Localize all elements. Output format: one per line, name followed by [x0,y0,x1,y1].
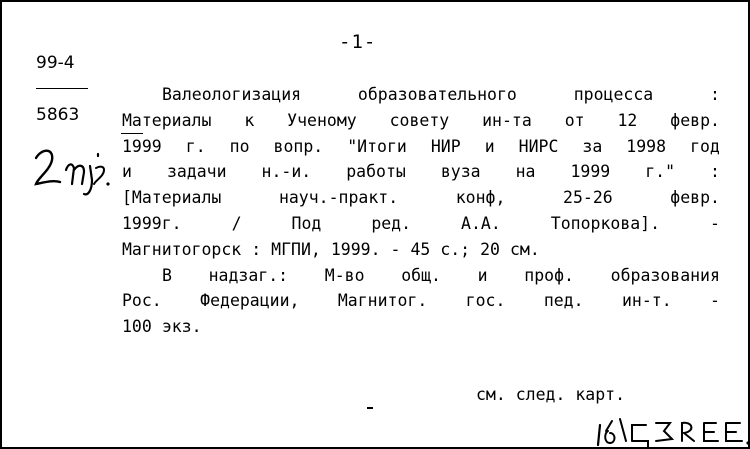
text-word: Федерации, [200,291,300,311]
text-word: надзаг.: [208,265,289,285]
text-word: г. [185,136,206,156]
page-number: -1- [339,31,377,53]
text-line [122,314,720,340]
text-word: / [231,213,242,233]
text-word: [Материалы [122,188,222,208]
text-word: В [162,265,172,285]
text-word: февр. [670,110,720,130]
text-word: н.-и. [261,162,312,182]
text-line [122,237,720,263]
text-word: Рос. [122,291,162,311]
text-word: Валеологизация [162,85,302,104]
text-word: г." [645,162,676,182]
text-line [122,82,720,108]
text-word: и [122,162,132,182]
text-word: : [251,239,262,259]
text-word: см. [510,239,540,259]
text-line [122,185,720,211]
text-word: 12 [617,110,638,130]
text-word: за [582,136,603,156]
text-word: МГПИ, [271,239,321,259]
text-word: Магнитог. [337,291,428,311]
text-word: 25-26 [563,188,613,208]
text-word: проф. [524,265,574,285]
text-word: - [710,291,720,311]
text-word: 1999 [570,162,611,182]
text-line [122,263,720,289]
text-word: гос. [465,291,506,311]
text-word: на [515,162,536,182]
shelf-mark: 99-4 [36,53,75,73]
text-word: - [710,213,720,233]
text-word: экз. [161,317,202,337]
text-word: Под [291,213,322,233]
handwritten-note-right [592,411,750,449]
text-word: вуза [440,162,481,182]
text-word: работы [346,162,406,182]
text-word: вопр. [273,136,324,156]
text-line [122,288,720,314]
inventory-number: 5863 [36,105,80,125]
see-next-card: см. след. карт. [476,385,626,404]
text-word: процесса [573,85,654,104]
text-word: и [477,265,488,285]
text-word: совету [389,110,450,130]
text-word: год [690,136,720,156]
text-word: - [390,239,401,259]
text-word: задачи [166,162,227,182]
text-word: "Итоги [347,136,407,156]
text-word: 1999 [122,136,162,156]
text-word: 45 [410,239,431,259]
text-word: пед. [543,291,584,311]
text-word: Материалы [122,110,212,130]
text-word: Топоркова]. [550,213,661,233]
text-word: Магнитогорск [122,239,242,259]
text-word: с.; [440,239,471,259]
text-word: НИРС [518,136,559,156]
text-word: 1999. [330,239,381,259]
text-word: образования [610,265,720,285]
text-word: и [484,136,495,156]
text-word: февр. [670,188,720,208]
text-word: : [710,85,720,104]
text-word: 1999г. [122,213,182,233]
text-word: 1998 [626,136,667,156]
text-word: науч.-практ. [278,188,399,208]
text-word: от [564,110,585,130]
text-word: НИР [430,136,461,156]
text-line [122,211,720,237]
text-word: А.А. [461,213,501,233]
handwritten-note-left [32,140,112,198]
text-word: Ученому [287,110,357,130]
text-word: 100 [122,317,152,337]
text-word: к [244,110,255,130]
text-line [122,108,720,134]
scan-speck [367,407,373,409]
text-word: по [229,136,250,156]
text-word: ин-т. [621,291,672,311]
text-word: ин-та [482,110,532,130]
text-line [122,134,720,160]
bibliographic-description [122,82,720,340]
text-word: ред. [371,213,412,233]
text-word: : [710,162,720,182]
text-word: общ. [401,265,441,285]
text-word: образовательного [357,85,517,104]
text-word: 20 [480,239,500,259]
text-word: М-во [324,265,365,285]
text-line [122,159,720,185]
shelf-divider [36,88,88,89]
text-word: конф, [455,188,506,208]
